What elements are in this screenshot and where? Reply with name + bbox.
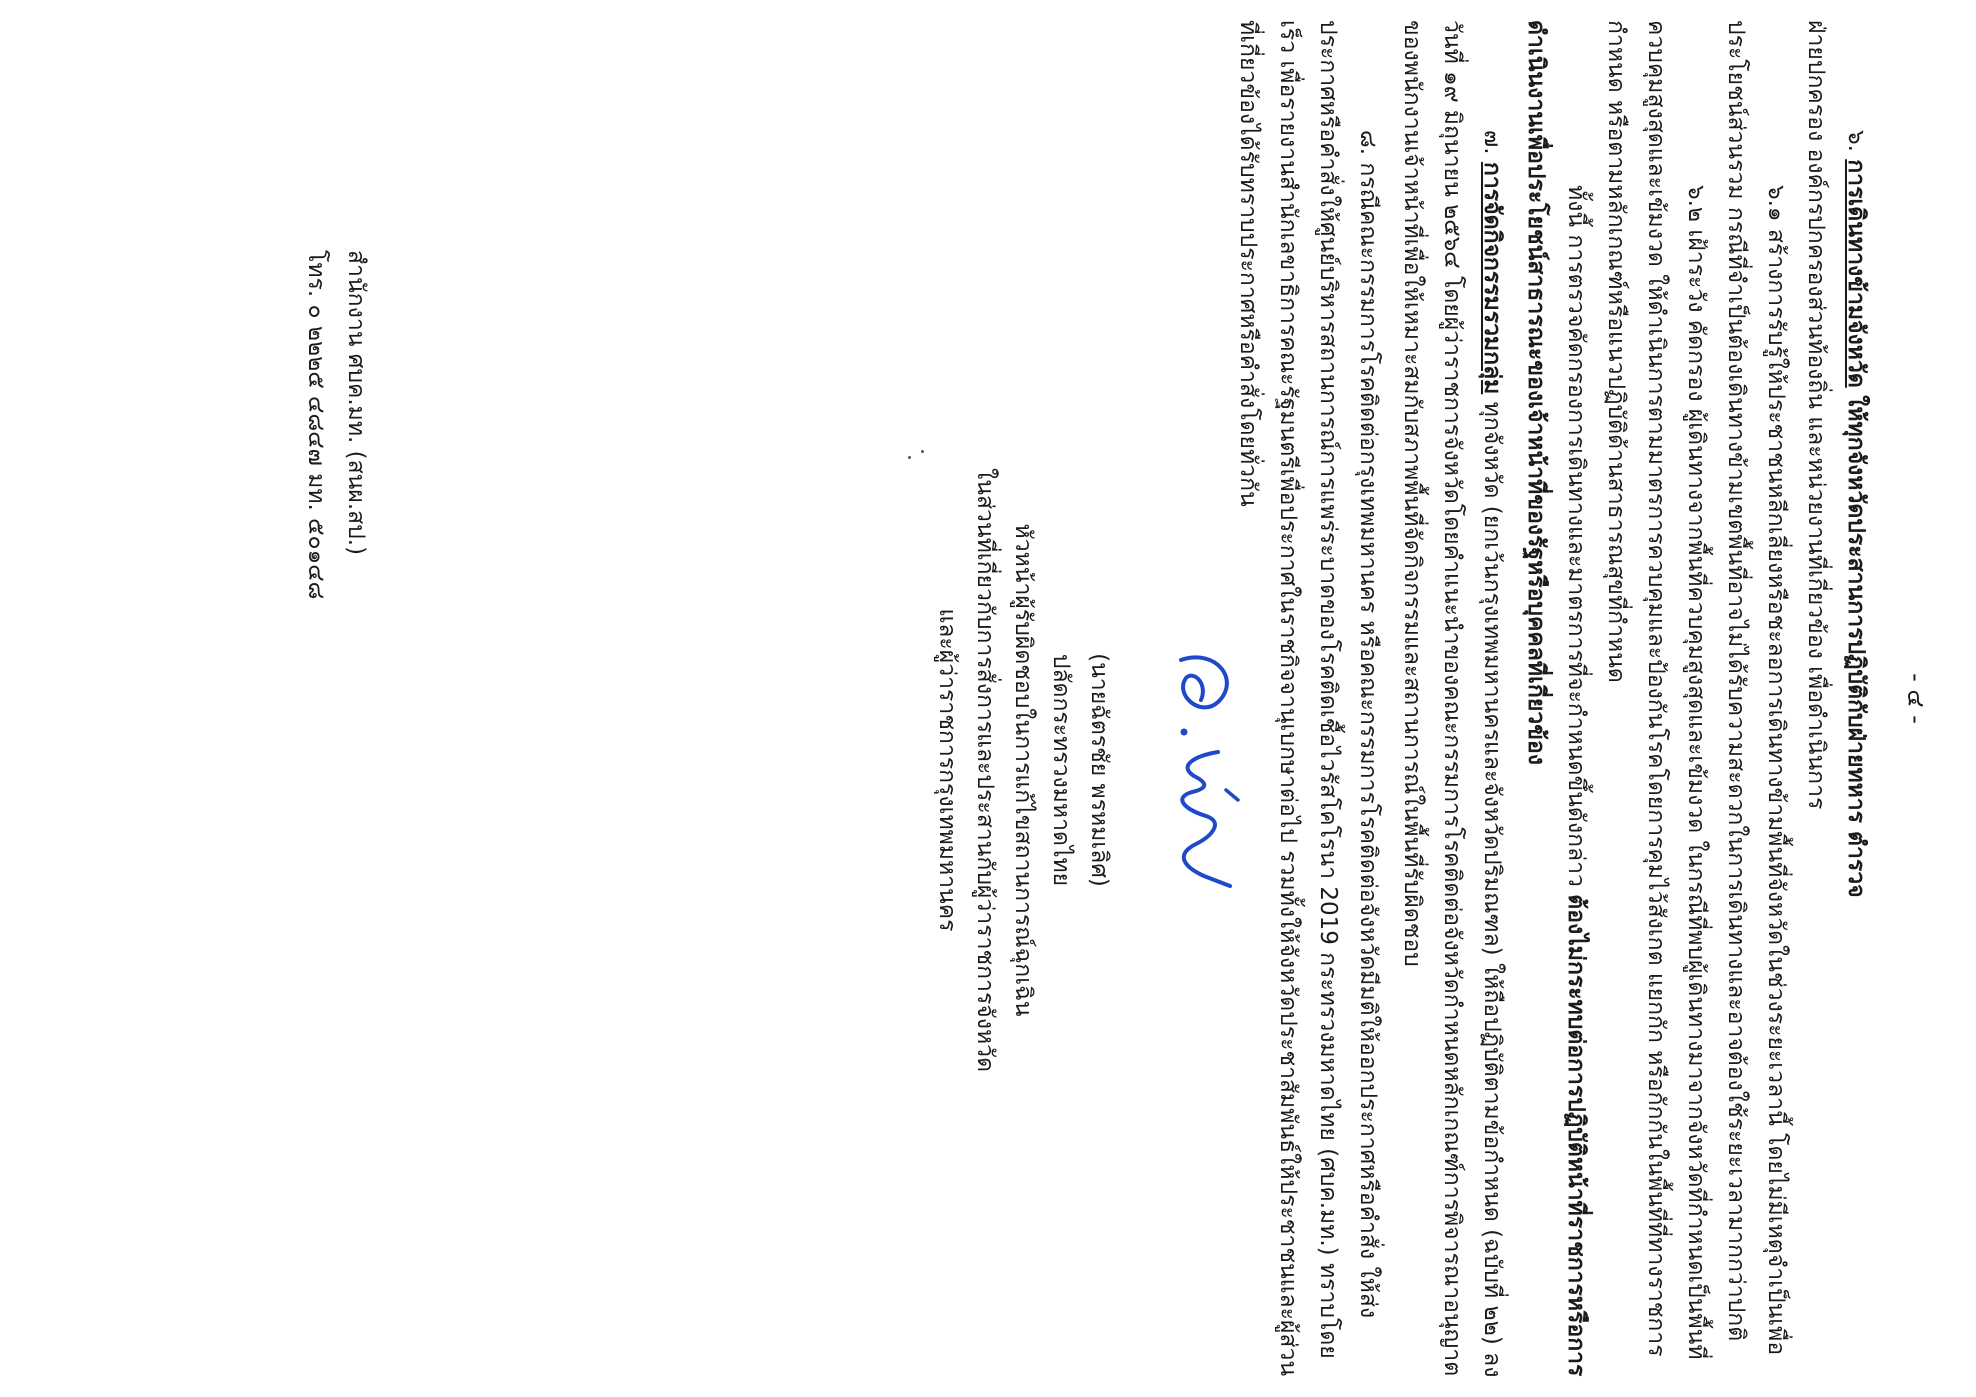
scan-speck [921, 450, 924, 453]
office-contact-block [296, 250, 376, 599]
section-6-1: ๖.๑ สร้างการรับรู้ให้ประชาชนหลีกเลี่ยงหรือชะลอการเดินทางข้ามพื้นที่จังหวัดในช่วงระยะเวลานี้ โดยไม่มีเหตุจำเป็นเพื่อประโยชน์ส่วนรวม กรณีที่จำเป็นต้องเดินทางข้ามเขตพื้นที่อาจไม่ได้รับความสะดวกในการเดินทางและอาจต้องใช้ระยะเวลามากกว่าปกติ [1723, 20, 1789, 1356]
section-7 [1392, 20, 1512, 1380]
section-8: ๘. กรณีคณะกรรมการโรคติดต่อกรุงเทพมหานคร หรือคณะกรรมการโรคติดต่อจังหวัดมีมติให้ออกประกาศหรือคำสั่ง ให้ส่งประกาศหรือคำสั่งให้ศูนย์บริหารสถานการณ์การแพร่ระบาดของโรคติดเชื้อไวรัสโคโรนา 2019 กระทรวงมหาดไทย (ศบค.มท.) ทราบโดยเร็ว เพื่อรายงานสำนักเลขาธิการคณะรัฐมนตรีเพื่อประกาศในราชกิจจานุเบกษาต่อไป รวมทั้งให้จังหวัดประชาสัมพันธ์ให้ประชาชนและผู้ส่วนที่เกี่ยวข้องได้รับทราบประกาศหรือคำสั่งโดยทั่วกัน [1235, 20, 1381, 1377]
section-6-number: ๖. [1843, 130, 1869, 152]
section-6-heading [1836, 20, 1876, 1380]
office-name: สำนักงาน ศบค.มท. (สนผ.สป.) [343, 250, 369, 556]
section-6-note-emphasis: ต้องไม่กระทบต่อการปฏิบัติหน้าที่ราชการหรือการดำเนินงานเพื่อประโยชน์สาธารณะของเจ้าหน้าที่ของรัฐหรือบุคคลที่เกี่ยวข้อง [1523, 20, 1589, 1377]
signatory-name: (นายฉัตรชัย พรหมเลิศ) [1086, 653, 1112, 887]
scan-speck [908, 456, 911, 459]
section-7-body: ทุกจังหวัด (ยกเว้นกรุงเทพมหานครและจังหวัดปริมณฑล) ให้ถือปฏิบัติตามข้อกำหนด (ฉบับที่ ๒๒) ลงวันที่ ๑๙ มิถุนายน ๒๕๖๔ โดยผู้ว่าราชการจังหวัดโดยคำแนะนำของคณะกรรมการโรคติดต่อจังหวัดกำหนดหลักเกณฑ์การพิจารณาอนุญาตของพนักงานเจ้าหน้าที่เพื่อให้เหมาะสมกับสภาพพื้นที่จัดกิจกรรมและสถานการณ์ในพื้นที่รับผิดชอบ [1399, 20, 1505, 1378]
signatory-role-line-1: หัวหน้าผู้รับผิดชอบในการแก้ไขสถานการณ์ฉุกเฉิน [1010, 523, 1036, 1017]
section-6-title: การเดินทางข้ามจังหวัด [1843, 159, 1869, 388]
signatory-role-line-2: ในส่วนที่เกี่ยวกับการสั่งการและประสานกับผู้ว่าราชการจังหวัด [972, 467, 998, 1073]
signatory-position: ปลัดกระทรวงมหาดไทย [1048, 653, 1074, 887]
handwritten-signature [1146, 640, 1256, 900]
section-6-note [1516, 20, 1596, 1380]
signatory-role-line-3: และผู้ว่าราชการกรุงเทพมหานคร [934, 608, 960, 932]
section-6-title-tail: ให้ทุกจังหวัดประสานการปฏิบัติกับฝ่ายทหาร ตำรวจ [1843, 395, 1869, 898]
office-phone: โทร. ๐ ๒๒๒๕ ๔๘๔๗ มท. ๕๐๑๔๘ [303, 250, 329, 600]
signature-block [928, 420, 1256, 1120]
page-number: - ๔ - [1902, 673, 1930, 724]
document-body [1228, 20, 1876, 1380]
section-7-title: การจัดกิจกรรมรวมกลุ่ม [1479, 161, 1505, 395]
section-7-number: ๗. [1479, 130, 1505, 155]
section-6-2: ๖.๒ เฝ้าระวัง คัดกรอง ผู้เดินทางจากพื้นที่ควบคุมสูงสุดและเข้มงวด ในกรณีที่พบผู้เดินทางมาจากจังหวัดที่กำหนดเป็นพื้นที่ควบคุมสูงสุดและเข้มงวด ให้ดำเนินการตามมาตรการควบคุมและป้องกันโรคโดยการคุมไว้สังเกต แยกกัก หรือกักกันในพื้นที่ที่ทางราชการกำหนด หรือตามหลักเกณฑ์หรือแนวปฏิบัติด้านสาธารณสุขที่กำหนด [1603, 20, 1709, 1360]
section-6-note-text: ทั้งนี้ การตรวจคัดกรองการเดินทางและมาตรการที่จะกำหนดขึ้นดังกล่าว [1563, 185, 1589, 887]
section-6-line-2: ฝ่ายปกครอง องค์กรปกครองส่วนท้องถิ่น และหน่วยงานที่เกี่ยวข้อง เพื่อดำเนินการ [1803, 20, 1829, 810]
